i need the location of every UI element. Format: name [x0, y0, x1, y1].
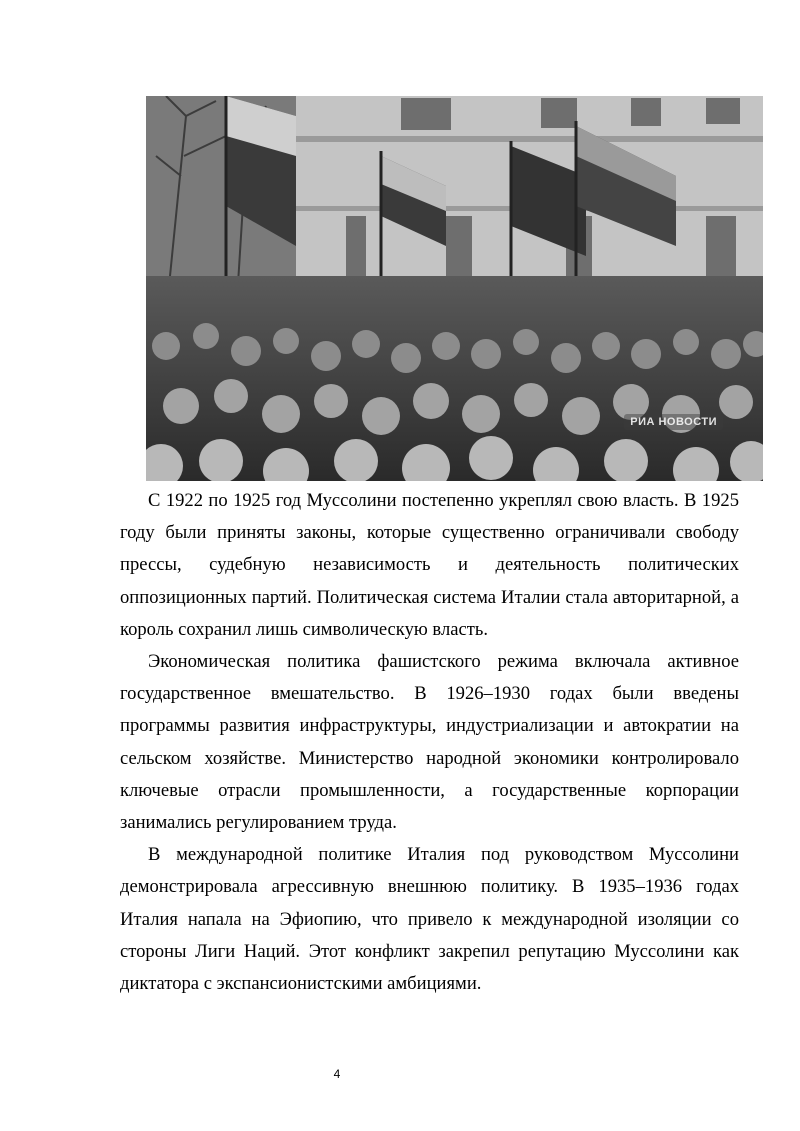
paragraph-2: Экономическая политика фашистского режима включала активное государственное вмешательство. В 1926–1930 годах были введены программы развития инфраструктуры, индустриализации и автократии на сельском хозяйстве. Министерство народной экономики контролировало ключевые отрасли промышленности, а государственные корпорации занимались регулированием труда.	[120, 651, 739, 834]
body-text	[120, 485, 739, 1000]
page-number	[0, 1067, 800, 1081]
page-number-text: 4	[333, 1067, 341, 1081]
paragraph-1: С 1922 по 1925 год Муссолини постепенно укреплял свою власть. В 1925 году были приняты законы, которые существенно ограничивали свободу прессы, судебную независимость и деятельность политических оппозиционных партий. Политическая система Италии стала авторитарной, а король сохранил лишь символическую власть.	[120, 490, 739, 640]
photo-watermark: РИА НОВОСТИ	[624, 414, 723, 430]
paragraph-3: В международной политике Италия под руководством Муссолини демонстрировала агрессивную внешнюю политику. В 1935–1936 годах Италия напала на Эфиопию, что привело к международной изоляции со стороны Лиги Наций. Этот конфликт закрепил репутацию Муссолини как диктатора с экспансионистскими амбициями.	[120, 844, 739, 995]
crowd-photo	[146, 96, 763, 481]
